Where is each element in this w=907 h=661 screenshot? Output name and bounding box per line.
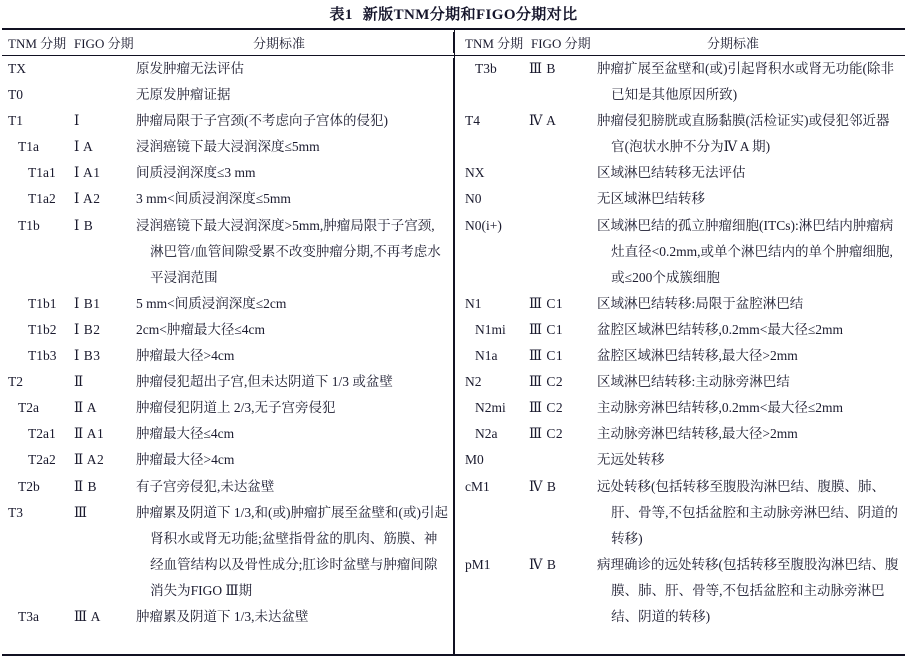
cell-criteria: 无区域淋巴结转移 xyxy=(597,191,705,207)
cell-tnm-stage: T1 xyxy=(8,113,23,129)
cell-tnm-stage: N1mi xyxy=(475,321,506,337)
cell-tnm-stage: T2a xyxy=(18,400,39,416)
table-row xyxy=(459,474,905,552)
table-row xyxy=(2,134,454,160)
cell-criteria: 2cm<肿瘤最大径≤4cm xyxy=(136,321,266,337)
cell-tnm-stage: N2 xyxy=(465,374,482,390)
cell-criteria: 肿瘤累及阴道下 1/3,和(或)肿瘤扩展至盆壁和(或)引起肾积水或肾无功能;盆壁指骨盆的肌肉、筋膜、神经血管结构以及骨性成分;肛诊时盆壁与肿瘤间隙消失为FIGO Ⅲ期 xyxy=(136,504,448,598)
table-row xyxy=(2,421,454,447)
table-row xyxy=(2,500,454,604)
cell-criteria: 原发肿瘤无法评估 xyxy=(136,61,244,76)
cell-figo-stage: Ⅲ C2 xyxy=(529,400,564,416)
cell-criteria: 5 mm<间质浸润深度≤2cm xyxy=(136,295,287,311)
cell-tnm-stage: T1a1 xyxy=(28,165,56,181)
cell-criteria: 病理确诊的远处转移(包括转移至腹股沟淋巴结、腹膜、肺、肝、骨等,不包括盆腔和主动脉旁淋巴结、阴道的转移) xyxy=(597,556,899,624)
cell-tnm-stage: T3b xyxy=(475,61,497,76)
header-figo-left: FIGO 分期 xyxy=(74,36,134,51)
header-tnm-right: TNM 分期 xyxy=(465,36,524,51)
cell-tnm-stage: T1b xyxy=(18,217,40,233)
cell-tnm-stage: T1b3 xyxy=(28,348,57,364)
cell-tnm-stage: cM1 xyxy=(465,478,490,494)
cell-criteria: 无原发肿瘤证据 xyxy=(136,87,231,103)
cell-tnm-stage: T3a xyxy=(18,608,39,624)
cell-tnm-stage: N0(i+) xyxy=(465,217,502,233)
cell-tnm-stage: T3 xyxy=(8,504,23,520)
cell-figo-stage: Ⅳ B xyxy=(529,478,557,494)
table-row xyxy=(2,343,454,369)
table-row xyxy=(2,56,454,82)
cell-criteria: 肿瘤最大径≤4cm xyxy=(136,426,235,442)
cell-criteria: 无远处转移 xyxy=(597,452,665,468)
cell-figo-stage: Ⅰ B2 xyxy=(74,321,101,337)
table-row xyxy=(2,291,454,317)
header-left-half xyxy=(2,30,454,55)
table-row xyxy=(2,395,454,421)
cell-tnm-stage: T1b2 xyxy=(28,321,57,337)
cell-figo-stage: Ⅰ B3 xyxy=(74,348,101,364)
cell-tnm-stage: N0 xyxy=(465,191,482,207)
table-row xyxy=(459,552,905,630)
cell-criteria: 远处转移(包括转移至腹股沟淋巴结、腹膜、肺、肝、骨等,不包括盆腔和主动脉旁淋巴结、阴道的转移) xyxy=(597,478,899,546)
cell-figo-stage: Ⅲ C1 xyxy=(529,295,564,311)
cell-criteria: 肿瘤局限于子宫颈(不考虑向子宫体的侵犯) xyxy=(136,113,388,129)
table-row xyxy=(459,395,905,421)
cell-criteria: 区域淋巴结转移无法评估 xyxy=(597,165,746,181)
cell-criteria: 浸润癌镜下最大浸润深度>5mm,肿瘤局限于子宫颈,淋巴管/血管间隙受累不改变肿瘤分期,不再考虑水平浸润范围 xyxy=(136,217,441,285)
cell-tnm-stage: T2a1 xyxy=(28,426,56,442)
table-body xyxy=(2,56,905,656)
table-row xyxy=(2,82,454,108)
cell-tnm-stage: N1 xyxy=(465,295,482,311)
table-row xyxy=(2,317,454,343)
header-criteria-left: 分期标准 xyxy=(252,36,305,51)
cell-tnm-stage: N1a xyxy=(475,348,498,364)
cell-figo-stage: Ⅲ C1 xyxy=(529,321,564,337)
comparison-table xyxy=(2,28,905,656)
cell-criteria: 间质浸润深度≤3 mm xyxy=(136,165,256,181)
cell-criteria: 浸润癌镜下最大浸润深度≤5mm xyxy=(136,139,320,155)
table-row xyxy=(459,108,905,160)
cell-figo-stage: Ⅰ A1 xyxy=(74,165,101,181)
cell-figo-stage: Ⅰ A2 xyxy=(74,191,101,207)
cell-criteria: 盆腔区域淋巴结转移,最大径>2mm xyxy=(597,348,798,364)
cell-tnm-stage: M0 xyxy=(465,452,484,468)
table-row xyxy=(459,317,905,343)
header-figo-right: FIGO 分期 xyxy=(531,36,591,51)
cell-criteria: 肿瘤侵犯超出子宫,但未达阴道下 1/3 或盆壁 xyxy=(136,374,393,390)
table-row xyxy=(2,369,454,395)
cell-figo-stage: Ⅳ B xyxy=(529,556,557,572)
cell-figo-stage: Ⅱ B xyxy=(74,478,98,494)
cell-criteria: 盆腔区域淋巴结转移,0.2mm<最大径≤2mm xyxy=(597,321,844,337)
table-row xyxy=(459,213,905,291)
cell-figo-stage: Ⅲ B xyxy=(529,61,556,76)
cell-tnm-stage: pM1 xyxy=(465,556,491,572)
cell-criteria: 肿瘤累及阴道下 1/3,未达盆壁 xyxy=(136,608,309,624)
cell-tnm-stage: N2mi xyxy=(475,400,506,416)
table-row xyxy=(2,474,454,500)
header-criteria-right: 分期标准 xyxy=(706,36,759,51)
cell-criteria: 主动脉旁淋巴结转移,最大径>2mm xyxy=(597,426,798,442)
cell-tnm-stage: T0 xyxy=(8,87,23,103)
cell-tnm-stage: T1a2 xyxy=(28,191,56,207)
cell-criteria: 3 mm<间质浸润深度≤5mm xyxy=(136,191,291,207)
cell-figo-stage: Ⅰ A xyxy=(74,139,94,155)
cell-figo-stage: Ⅰ B xyxy=(74,217,94,233)
table-row xyxy=(2,108,454,134)
header-tnm-left: TNM 分期 xyxy=(8,36,67,51)
table-row xyxy=(459,291,905,317)
cell-figo-stage: Ⅱ A2 xyxy=(74,452,105,468)
table-row xyxy=(2,447,454,473)
cell-figo-stage: Ⅲ A xyxy=(74,608,101,624)
cell-figo-stage: Ⅳ A xyxy=(529,113,557,129)
table-caption xyxy=(0,0,907,28)
cell-figo-stage: Ⅱ A1 xyxy=(74,426,105,442)
cell-tnm-stage: NX xyxy=(465,165,485,181)
caption-title: 新版TNM分期和FIGO分期对比 xyxy=(362,7,578,23)
cell-figo-stage: Ⅲ C2 xyxy=(529,374,564,390)
cell-tnm-stage: T4 xyxy=(465,113,480,129)
cell-criteria: 有子宫旁侵犯,未达盆壁 xyxy=(136,478,275,494)
cell-criteria: 区域淋巴结转移:主动脉旁淋巴结 xyxy=(597,374,790,390)
left-column xyxy=(2,56,454,656)
cell-figo-stage: Ⅲ xyxy=(74,504,88,520)
table-row xyxy=(2,160,454,186)
table-row xyxy=(459,369,905,395)
table-row xyxy=(459,343,905,369)
table-row xyxy=(459,186,905,212)
cell-tnm-stage: T2b xyxy=(18,478,40,494)
cell-tnm-stage: T1b1 xyxy=(28,295,57,311)
cell-criteria: 区域淋巴结的孤立肿瘤细胞(ITCs):淋巴结内肿瘤病灶直径<0.2mm,或单个淋巴结内的单个肿瘤细胞,或≤200个成簇细胞 xyxy=(597,217,894,285)
cell-criteria: 肿瘤侵犯膀胱或直肠黏膜(活检证实)或侵犯邻近器官(泡状水肿不分为Ⅳ A 期) xyxy=(597,113,890,155)
right-column xyxy=(454,56,905,656)
cell-criteria: 区域淋巴结转移:局限于盆腔淋巴结 xyxy=(597,295,804,311)
header-right-half xyxy=(454,30,905,55)
table-row xyxy=(459,160,905,186)
cell-figo-stage: Ⅱ A xyxy=(74,400,98,416)
table-row xyxy=(2,604,454,630)
cell-criteria: 肿瘤侵犯阴道上 2/3,无子宫旁侵犯 xyxy=(136,400,336,416)
cell-tnm-stage: TX xyxy=(8,61,26,76)
table-row xyxy=(2,213,454,291)
cell-tnm-stage: T2 xyxy=(8,374,23,390)
cell-figo-stage: Ⅲ C1 xyxy=(529,348,564,364)
cell-figo-stage: Ⅱ xyxy=(74,374,84,390)
cell-figo-stage: Ⅰ B1 xyxy=(74,295,101,311)
table-row xyxy=(459,447,905,473)
cell-tnm-stage: N2a xyxy=(475,426,498,442)
cell-criteria: 肿瘤最大径>4cm xyxy=(136,348,235,364)
cell-tnm-stage: T1a xyxy=(18,139,39,155)
cell-figo-stage: Ⅲ C2 xyxy=(529,426,564,442)
table-row xyxy=(459,421,905,447)
cell-criteria: 主动脉旁淋巴结转移,0.2mm<最大径≤2mm xyxy=(597,400,844,416)
cell-tnm-stage: T2a2 xyxy=(28,452,56,468)
table-row xyxy=(2,186,454,212)
cell-figo-stage: Ⅰ xyxy=(74,113,80,129)
table-header xyxy=(2,30,905,56)
table-row xyxy=(459,56,905,108)
cell-criteria: 肿瘤扩展至盆壁和(或)引起肾积水或肾无功能(除非已知是其他原因所致) xyxy=(597,61,894,103)
cell-criteria: 肿瘤最大径>4cm xyxy=(136,452,235,468)
caption-number: 表1 xyxy=(329,7,353,23)
